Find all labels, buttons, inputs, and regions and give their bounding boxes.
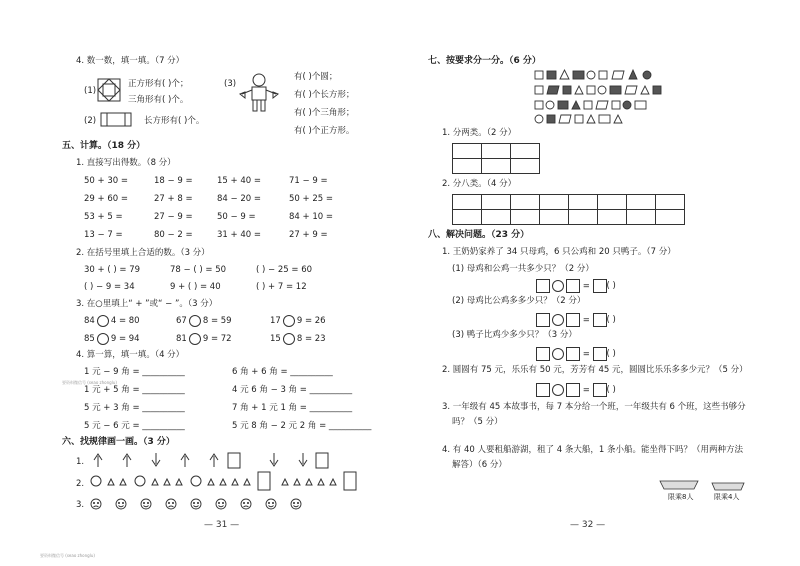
calc-item: 80 − 2 = <box>154 230 193 240</box>
q4-2-number: (2) <box>84 116 97 126</box>
q4-triangle-count: 三角形有( )个。 <box>128 95 189 105</box>
fill-item: ( ) − 9 = 34 <box>84 282 135 292</box>
big-boat-icon <box>660 481 698 489</box>
s8-q1-title: 1. 王奶奶家养了 34 只母鸡，6 只公鸡和 20 只鸭子。（7 分） <box>442 247 676 257</box>
op-item: 85 9 = 94 <box>84 333 140 344</box>
operator-circle[interactable] <box>283 333 295 345</box>
s5-q4-title: 4. 算一算，填一填。（4 分） <box>76 350 185 360</box>
up-arrow-icon <box>210 454 218 467</box>
answer-box[interactable] <box>536 383 550 397</box>
table-cell[interactable] <box>453 159 482 174</box>
sad-face-icon <box>241 499 251 509</box>
s8-q2: 2. 圆圆有 75 元，乐乐有 50 元，芳芳有 45 元，圆圆比乐乐多多少元？（5 分） <box>442 365 748 375</box>
fill-item: ( ) − 25 = 60 <box>256 265 313 275</box>
fill-item: 78 − ( ) = 50 <box>170 265 227 275</box>
up-arrow-icon <box>123 454 131 467</box>
page-number-left: — 31 — <box>204 520 240 530</box>
robot-figure <box>239 72 279 114</box>
calc-item: 27 − 9 = <box>154 212 193 222</box>
op-item: 67 8 = 59 <box>176 315 232 326</box>
shapes-to-sort <box>534 68 664 124</box>
triangle-shape <box>152 479 158 485</box>
money-item: 1 元 − 9 角 = __________ <box>84 367 185 377</box>
triangle-shape <box>108 479 114 485</box>
s8-q1b: (2) 母鸡比公鸡多多少只？（2 分） <box>452 296 586 306</box>
down-arrow-icon <box>152 453 160 466</box>
equation-frame: = ( ) <box>536 279 616 293</box>
money-item: 5 元 8 角 − 2 元 2 角 = __________ <box>232 421 372 431</box>
s8-q4-line1: 4. 有 40 人要租船游湖，租了 4 条大船，1 条小船。能坐得下吗？（用两种方法 <box>442 445 743 455</box>
smile-face-icon <box>291 499 301 509</box>
q4-title: 4. 数一数，填一填。（7 分） <box>76 56 185 66</box>
money-item: 6 角 + 6 角 = __________ <box>232 367 333 377</box>
fill-item: ( ) + 7 = 12 <box>256 282 307 292</box>
q4-rect-count: 长方形有( )个。 <box>144 116 205 126</box>
money-item: 5 元 + 3 角 = __________ <box>84 403 185 413</box>
s5-q2-title: 2. 在括号里填上合适的数。（3 分） <box>76 248 210 258</box>
sort-two-table <box>452 143 540 174</box>
s5-q3-title: 3. 在○里填上“ + ”或“ − ”。（3 分） <box>76 299 218 309</box>
operator-circle[interactable] <box>189 333 201 345</box>
fill-item: 9 + ( ) = 40 <box>170 282 221 292</box>
op-item: 15 8 = 23 <box>270 333 326 344</box>
smile-face-icon <box>266 499 276 509</box>
operator-circle[interactable] <box>97 315 109 327</box>
answer-box[interactable] <box>536 313 550 327</box>
triangle-shape <box>220 479 226 485</box>
table-cell[interactable] <box>598 195 627 210</box>
equation-frame: = ( ) <box>536 313 616 327</box>
operator-circle[interactable] <box>189 315 201 327</box>
watermark: 要资料微信号 (seao zhonglu) <box>40 553 95 558</box>
section-8-title: 八、解决问题。（23 分） <box>428 230 530 240</box>
calc-item: 53 + 5 = <box>84 212 123 222</box>
page-number-right: — 32 — <box>570 520 606 530</box>
triangle-shape <box>282 479 288 485</box>
triangle-shape <box>318 479 324 485</box>
table-cell[interactable] <box>540 195 569 210</box>
triangle-shape <box>244 479 250 485</box>
operator-circle[interactable] <box>552 348 564 360</box>
equation-frame: = ( ) <box>536 347 616 361</box>
pattern-row-1 <box>88 450 378 470</box>
op-item: 17 9 = 26 <box>270 315 326 326</box>
answer-box[interactable] <box>566 347 580 361</box>
table-cell[interactable] <box>482 159 511 174</box>
small-boat-icon <box>712 483 744 490</box>
operator-circle[interactable] <box>552 280 564 292</box>
square-shape <box>316 453 328 468</box>
s7-q2-title: 2. 分八类。（4 分） <box>442 179 517 189</box>
op-item: 81 9 = 72 <box>176 333 232 344</box>
calc-item: 50 + 25 = <box>289 194 333 204</box>
circle-shape <box>191 476 201 486</box>
smile-face-icon <box>116 499 126 509</box>
pattern-3-number: 3. <box>76 500 85 510</box>
triangle-shape <box>176 479 182 485</box>
s8-q1a: (1) 母鸡和公鸡一共多少只？（2 分） <box>452 264 594 274</box>
table-cell[interactable] <box>627 210 656 225</box>
table-cell[interactable] <box>569 195 598 210</box>
down-arrow-icon <box>299 453 307 466</box>
calc-item: 29 + 60 = <box>84 194 128 204</box>
q4-1-number: (1) <box>84 86 97 96</box>
triangle-shape <box>232 479 238 485</box>
calc-item: 15 + 40 = <box>217 176 261 186</box>
calc-item: 18 − 9 = <box>154 176 193 186</box>
pattern-row-2 <box>88 470 378 492</box>
rectangle-diagram <box>100 112 132 128</box>
money-item: 4 元 6 角 − 3 角 = __________ <box>232 385 353 395</box>
table-cell[interactable] <box>656 195 685 210</box>
triangle-shape <box>306 479 312 485</box>
operator-circle[interactable] <box>552 384 564 396</box>
boat-capacity-small: 限乘4人 <box>714 493 740 501</box>
money-item: 7 角 + 1 元 1 角 = __________ <box>232 403 353 413</box>
down-arrow-icon <box>270 453 278 466</box>
answer-box[interactable] <box>536 347 550 361</box>
equation-frame: = ( ) <box>536 383 616 397</box>
watermark: 要资料微信号 (seao zhonglu) <box>62 380 117 385</box>
operator-circle[interactable] <box>552 314 564 326</box>
table-cell[interactable] <box>511 144 540 159</box>
s5-q1-title: 1. 直接写出得数。（8 分） <box>76 158 176 168</box>
s7-q1-title: 1. 分两类。（2 分） <box>442 128 517 138</box>
square-shape <box>258 472 270 490</box>
table-cell[interactable] <box>569 210 598 225</box>
calc-item: 84 − 20 = <box>217 194 261 204</box>
table-cell[interactable] <box>627 195 656 210</box>
table-cell[interactable] <box>511 159 540 174</box>
sad-face-icon <box>166 499 176 509</box>
s8-q1c: (3) 鸭子比鸡少多少只？（3 分） <box>452 330 577 340</box>
smile-face-icon <box>216 499 226 509</box>
calc-item: 27 + 8 = <box>154 194 193 204</box>
up-arrow-icon <box>94 454 102 467</box>
table-cell[interactable] <box>453 210 482 225</box>
operator-circle[interactable] <box>97 333 109 345</box>
triangle-shape <box>294 479 300 485</box>
table-cell[interactable] <box>482 210 511 225</box>
table-cell[interactable] <box>482 144 511 159</box>
triangle-shape <box>164 479 170 485</box>
sad-face-icon <box>91 499 101 509</box>
boat-capacity-big: 限乘8人 <box>668 493 694 501</box>
money-item: 1 元 + 5 角 = __________ <box>84 385 185 395</box>
pattern-1-number: 1. <box>76 457 85 467</box>
table-cell[interactable] <box>598 210 627 225</box>
triangle-shape <box>330 479 336 485</box>
square-shape <box>344 472 356 490</box>
circle-shape <box>135 476 145 486</box>
answer-box[interactable] <box>593 347 607 361</box>
boats-illustration <box>658 473 750 495</box>
table-cell[interactable] <box>453 195 482 210</box>
q4-3-number: (3) <box>224 79 237 89</box>
fill-item: 30 + ( ) = 79 <box>84 265 141 275</box>
up-arrow-icon <box>181 454 189 467</box>
smile-face-icon <box>191 499 201 509</box>
q4-triangle-count-3: 有( )个三角形； <box>294 108 355 118</box>
smile-face-icon <box>141 499 151 509</box>
calc-item: 84 + 10 = <box>289 212 333 222</box>
section-7-title: 七、按要求分一分。（6 分） <box>428 56 541 66</box>
square-shape <box>228 453 240 468</box>
money-item: 5 元 − 6 元 = __________ <box>84 421 185 431</box>
square-diagram <box>97 78 121 102</box>
q4-square-count: 正方形有( )个； <box>128 79 189 89</box>
q4-rectangle-count: 有( )个长方形； <box>294 90 355 100</box>
calc-item: 31 + 40 = <box>217 230 261 240</box>
section-6-title: 六、找规律画一画。（3 分） <box>62 437 175 447</box>
triangle-shape <box>208 479 214 485</box>
answer-box[interactable] <box>536 279 550 293</box>
answer-box[interactable] <box>566 313 580 327</box>
triangle-shape <box>120 479 126 485</box>
s8-q3-line1: 3. 一年级有 45 本故事书，每 7 本分给一个班，一年级共有 6 个班，这些书够分 <box>442 402 746 412</box>
calc-item: 71 − 9 = <box>289 176 328 186</box>
answer-box[interactable] <box>566 279 580 293</box>
s8-q3-line2: 吗？（5 分） <box>452 417 503 427</box>
calc-item: 27 + 9 = <box>289 230 328 240</box>
circle-shape <box>91 476 101 486</box>
calc-item: 13 − 7 = <box>84 230 123 240</box>
calc-item: 50 + 30 = <box>84 176 128 186</box>
answer-box[interactable] <box>593 279 607 293</box>
q4-square-count-3: 有( )个正方形。 <box>294 126 355 136</box>
operator-circle[interactable] <box>283 315 295 327</box>
table-cell[interactable] <box>482 195 511 210</box>
pattern-row-3 <box>88 492 378 514</box>
s8-q4-line2: 解答）（6 分） <box>452 460 507 470</box>
pattern-2-number: 2. <box>76 479 85 489</box>
section-5-title: 五、计算。（18 分） <box>62 141 146 151</box>
answer-box[interactable] <box>593 313 607 327</box>
calc-item: 50 − 9 = <box>217 212 256 222</box>
table-cell[interactable] <box>453 144 482 159</box>
table-cell[interactable] <box>511 195 540 210</box>
answer-box[interactable] <box>566 383 580 397</box>
q4-circle-count: 有( )个圆； <box>294 72 338 82</box>
table-cell[interactable] <box>540 210 569 225</box>
answer-box[interactable] <box>593 383 607 397</box>
table-cell[interactable] <box>656 210 685 225</box>
table-cell[interactable] <box>511 210 540 225</box>
sort-eight-table <box>452 194 685 225</box>
op-item: 84 4 = 80 <box>84 315 140 326</box>
